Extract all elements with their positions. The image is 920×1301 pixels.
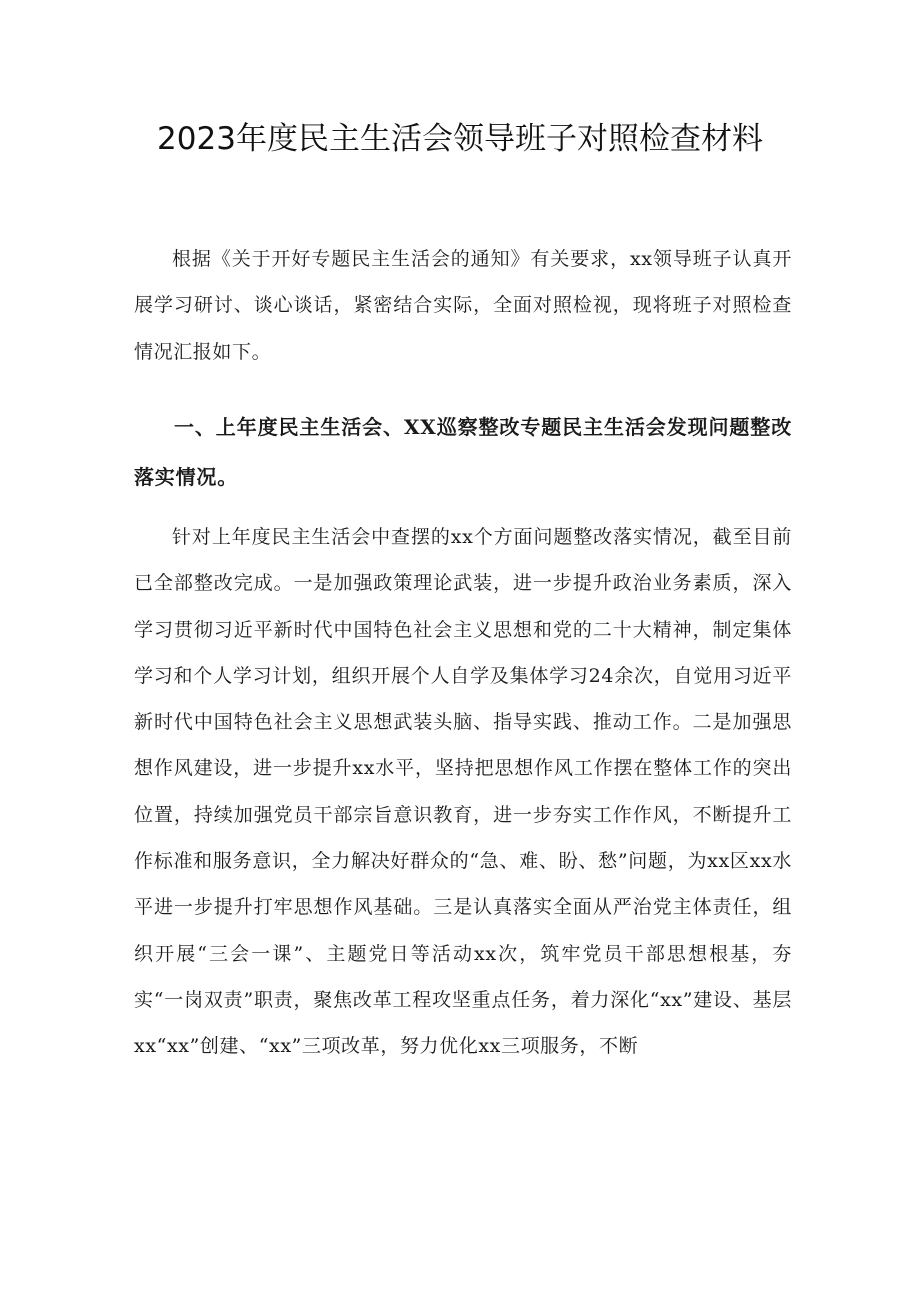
document-title: 2023年度民主生活会领导班子对照检查材料 [157,121,763,157]
section-heading: 一、上年度民主生活会、XX巡察整改专题民主生活会发现问题整改落实情况。 [134,415,792,489]
intro-paragraph: 根据《关于开好专题民主生活会的通知》有关要求，xx领导班子认真开展学习研讨、谈心谈话，紧密结合实际，全面对照检视，现将班子对照检查情况汇报如下。 [134,248,792,363]
section-body-paragraph: 针对上年度民主生活会中查摆的xx个方面问题整改落实情况，截至目前已全部整改完成。一是加强政策理论武装，进一步提升政治业务素质，深入学习贯彻习近平新时代中国特色社会主义思想和党的二十大精神，制定集体学习和个人学习计划，组织开展个人自学及集体学习24余次，自觉用习近平新时代中国特色社会主义思想武装头脑、指导实践、推动工作。二是加强思想作风建设，进一步提升xx水平，坚持把思想作风工作摆在整体工作的突出位置，持续加强党员干部宗旨意识教育，进一步夯实工作作风，不断提升工作标准和服务意识，全力解决好群众的“急、难、盼、愁”问题，为xx区xx水平进一步提升打牢思想作风基础。三是认真落实全面从严治党主体责任，组织开展“三会一课”、主题党日等活动xx次，筑牢党员干部思想根基，夯实“一岗双责”职责，聚焦改革工程攻坚重点任务，着力深化“xx”建设、基层xx“xx”创建、“xx”三项改革，努力优化xx三项服务，不断 [134,526,792,1058]
